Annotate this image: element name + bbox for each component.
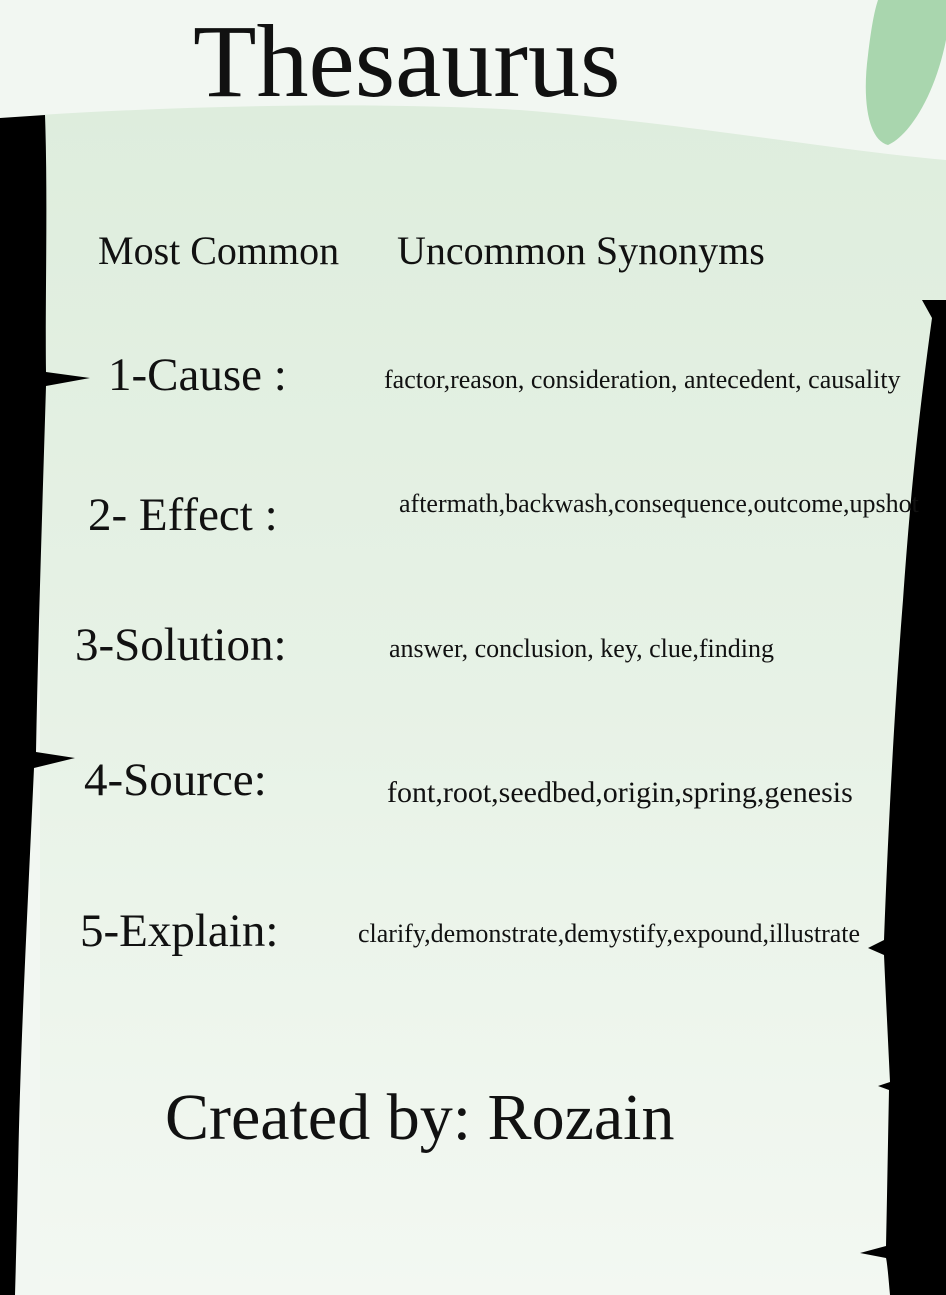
synonyms-text: clarify,demonstrate,demystify,expound,illustrate <box>358 919 861 948</box>
column-header-uncommon-synonyms: Uncommon Synonyms <box>397 228 765 273</box>
synonyms-text: factor,reason, consideration, antecedent, causality <box>384 365 901 394</box>
synonyms-text: font,root,seedbed,origin,spring,genesis <box>387 776 853 809</box>
footer-credit: Created by: Rozain <box>165 1081 675 1154</box>
term-label: 1-Cause : <box>108 349 287 401</box>
term-label: 2- Effect : <box>88 489 278 541</box>
term-label: 5-Explain: <box>80 905 279 957</box>
column-header-most-common: Most Common <box>98 228 340 273</box>
term-label: 4-Source: <box>84 754 267 806</box>
page-title: Thesaurus <box>193 4 621 119</box>
synonyms-text: answer, conclusion, key, clue,finding <box>389 634 774 663</box>
synonyms-text: aftermath,backwash,consequence,outcome,upshot <box>399 489 919 518</box>
term-label: 3-Solution: <box>75 619 287 671</box>
